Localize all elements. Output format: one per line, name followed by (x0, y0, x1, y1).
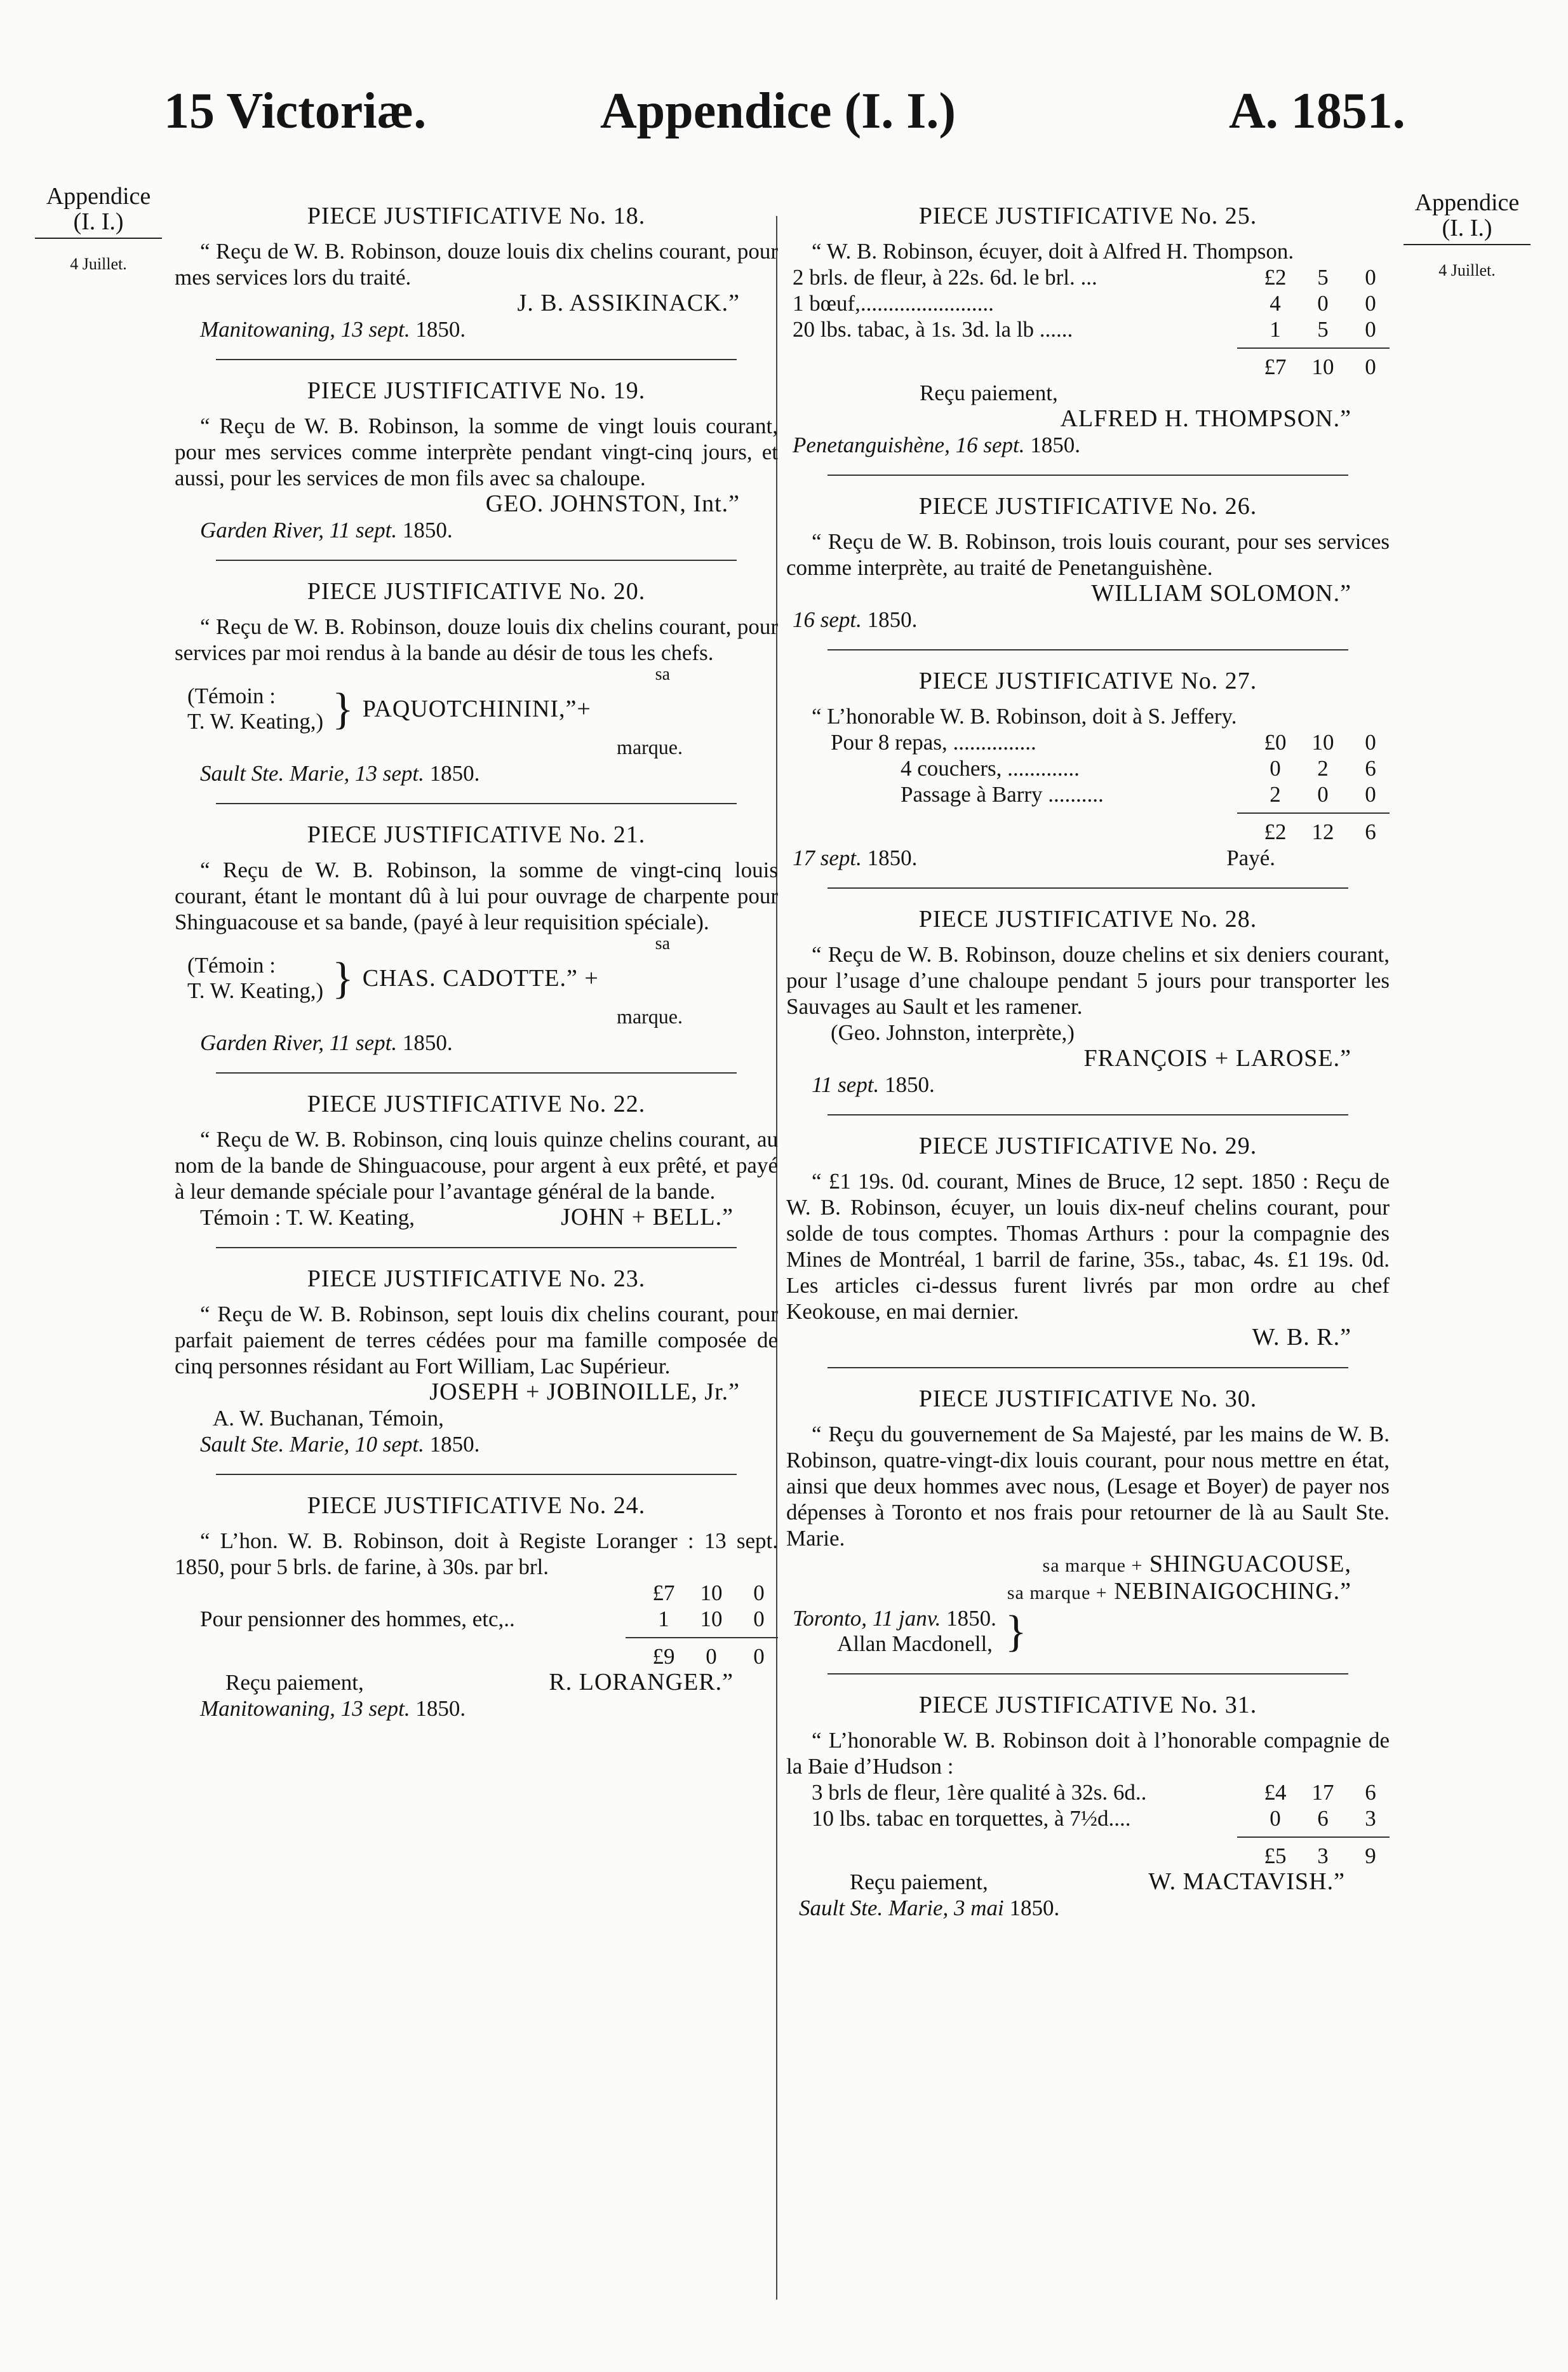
witness-line (175, 1204, 778, 1230)
total-rule (1237, 347, 1390, 349)
amount: 1 10 0 (658, 1607, 765, 1631)
margin-date: 4 Juillet. (1438, 260, 1496, 280)
total-amount: £7 10 0 (1264, 354, 1376, 379)
page-header (0, 83, 1568, 152)
piece-signature: J. B. ASSIKINACK.” (517, 290, 740, 316)
separator (828, 887, 1348, 889)
receipt-label: Reçu paiement, (225, 1670, 364, 1695)
witness-block (175, 684, 778, 734)
separator (216, 1247, 737, 1248)
interpreter-note: (Geo. Johnston, interprète,) (831, 1020, 1075, 1045)
piece-date: 11 sept. 1850. (812, 1072, 935, 1097)
total-row (786, 819, 1390, 845)
item-label: 20 lbs. tabac, à 1s. 3d. la lb ...... (793, 317, 1073, 342)
sa-label: sa (655, 664, 670, 684)
total-rule (1237, 1836, 1390, 1838)
piece-title: PIECE JUSTIFICATIVE No. 19. (307, 377, 646, 404)
piece-title: PIECE JUSTIFICATIVE No. 20. (307, 578, 646, 605)
amount-row (786, 1805, 1390, 1831)
header-year: A. 1851. (1229, 83, 1405, 139)
piece-text: “ L’honorable W. B. Robinson doit à l’honorable compagnie de la Baie d’Hudson : (786, 1728, 1390, 1779)
piece-21 (175, 822, 778, 1056)
separator (216, 1072, 737, 1074)
receipt-line (786, 1869, 1390, 1895)
piece-signature: WILLIAM SOLOMON.” (1091, 580, 1351, 607)
item-label: Pour 8 repas, ............... (831, 730, 1036, 755)
piece-31 (786, 1692, 1390, 1921)
piece-title: PIECE JUSTIFICATIVE No. 30. (918, 1385, 1257, 1412)
piece-text: “ W. B. Robinson, écuyer, doit à Alfred H. Thompson. (812, 239, 1294, 264)
piece-signature: PAQUOTCHININI,”+ (362, 695, 591, 722)
witness-block (786, 1606, 1390, 1657)
total-row (786, 1843, 1390, 1869)
piece-22 (175, 1091, 778, 1230)
margin-note-left (25, 184, 171, 273)
piece-26 (786, 494, 1390, 633)
header-appendix: Appendice (I. I.) (600, 83, 956, 139)
total-amount: £5 3 9 (1264, 1843, 1376, 1868)
date-line (786, 845, 1390, 871)
receipt-label: Reçu paiement, (850, 1870, 988, 1894)
piece-date: Manitowaning, 13 sept. 1850. (200, 1696, 466, 1721)
amount: 4 0 0 (1270, 291, 1376, 316)
margin-label: Appendice (46, 183, 151, 210)
amount-row (786, 1779, 1390, 1805)
amount-row (786, 264, 1390, 290)
item-label: Pour pensionner des hommes, etc,.. (200, 1607, 515, 1631)
piece-signature: JOHN + BELL.” (561, 1204, 734, 1230)
separator (828, 1673, 1348, 1675)
piece-date: Sault Ste. Marie, 10 sept. 1850. (200, 1432, 480, 1457)
amount-row (175, 1606, 778, 1632)
piece-text: “ Reçu de W. B. Robinson, cinq louis quinze chelins courant, au nom de la bande de Shinguacouse, pour argent à eux prêté, et payé à leur demande spéciale pour l’avantage général de la bande. (175, 1127, 778, 1204)
piece-29 (786, 1133, 1390, 1351)
piece-date: Manitowaning, 13 sept. 1850. (200, 317, 466, 342)
item-label: 2 brls. de fleur, à 22s. 6d. le brl. ... (793, 265, 1097, 290)
signature-2: sa marque + NEBINAIGOCHING.” (1007, 1578, 1351, 1605)
piece-signature: JOSEPH + JOBINOILLE, Jr.” (429, 1378, 740, 1405)
piece-signature: FRANÇOIS + LAROSE.” (1083, 1045, 1351, 1072)
witness-label: (Témoin : T. W. Keating,) (187, 684, 324, 734)
piece-title: PIECE JUSTIFICATIVE No. 22. (307, 1091, 646, 1117)
piece-date: Toronto, 11 janv. 1850. (793, 1606, 996, 1631)
witness-label: A. W. Buchanan, Témoin, (213, 1406, 444, 1431)
piece-signature: W. MACTAVISH.” (1148, 1868, 1345, 1895)
piece-25 (786, 203, 1390, 458)
item-label: 4 couchers, ............. (901, 756, 1080, 781)
total-row (175, 1643, 778, 1669)
separator (828, 475, 1348, 476)
margin-date: 4 Juillet. (70, 254, 127, 273)
amount: 0 6 3 (1270, 1806, 1376, 1831)
witness-label: Témoin : T. W. Keating, (200, 1205, 415, 1230)
item-label: 3 brls de fleur, 1ère qualité à 32s. 6d.. (812, 1780, 1147, 1805)
margin-note-right (1391, 191, 1543, 279)
header-session: 15 Victoriæ. (164, 83, 427, 139)
amount: £4 17 6 (1264, 1780, 1376, 1805)
piece-title: PIECE JUSTIFICATIVE No. 23. (307, 1265, 646, 1292)
piece-text: “ Reçu de W. B. Robinson, sept louis dix chelins courant, pour parfait paiement de terres cédées pour ma famille composée de cinq personnes résidant au Fort William, Lac Supérieur. (175, 1302, 778, 1378)
piece-date: Penetanguishène, 16 sept. 1850. (793, 433, 1080, 457)
witness-label: (Témoin : T. W. Keating,) (187, 953, 324, 1003)
brace: } (332, 954, 354, 1003)
margin-rule (35, 238, 162, 239)
piece-date: Garden River, 11 sept. 1850. (200, 1030, 453, 1055)
separator (216, 560, 737, 561)
piece-24 (175, 1493, 778, 1722)
receipt-line (175, 1669, 778, 1695)
piece-title: PIECE JUSTIFICATIVE No. 29. (918, 1133, 1257, 1159)
separator (828, 649, 1348, 650)
separator (828, 1114, 1348, 1115)
total-amount: £9 0 0 (652, 1644, 765, 1669)
margin-label: Appendice (1414, 189, 1520, 216)
marque-label: marque. (617, 736, 683, 758)
piece-title: PIECE JUSTIFICATIVE No. 31. (918, 1692, 1257, 1718)
piece-signature: GEO. JOHNSTON, Int.” (485, 490, 740, 517)
signature-1: sa marque + SHINGUACOUSE, (1042, 1551, 1351, 1577)
sa-label: sa (655, 934, 670, 954)
left-column (175, 203, 778, 1722)
witness-block (175, 953, 778, 1004)
piece-date: Garden River, 11 sept. 1850. (200, 518, 453, 542)
witness-label: Allan Macdonell, (837, 1631, 993, 1656)
total-amount: £2 12 6 (1264, 819, 1376, 844)
brace: } (1005, 1607, 1027, 1656)
piece-title: PIECE JUSTIFICATIVE No. 26. (918, 493, 1257, 520)
item-label: Passage à Barry .......... (901, 782, 1104, 807)
amount: 0 2 6 (1270, 756, 1376, 781)
piece-signature: CHAS. CADOTTE.” + (362, 964, 599, 992)
piece-19 (175, 378, 778, 543)
amount: £2 5 0 (1264, 265, 1376, 290)
separator (828, 1367, 1348, 1368)
amount: 2 0 0 (1270, 782, 1376, 807)
amount: 1 5 0 (1270, 317, 1376, 342)
piece-27 (786, 668, 1390, 871)
separator (216, 359, 737, 360)
piece-title: PIECE JUSTIFICATIVE No. 28. (918, 906, 1257, 933)
piece-text: “ L’hon. W. B. Robinson, doit à Registe Loranger : 13 sept. 1850, pour 5 brls. de farine, à 30s. par brl. (175, 1528, 778, 1579)
piece-23 (175, 1266, 778, 1457)
amount-row (786, 755, 1390, 781)
piece-title: PIECE JUSTIFICATIVE No. 24. (307, 1492, 646, 1519)
piece-title: PIECE JUSTIFICATIVE No. 27. (918, 668, 1257, 694)
piece-signature: W. B. R.” (1252, 1324, 1351, 1351)
piece-20 (175, 579, 778, 786)
amount: £0 10 0 (1264, 730, 1376, 755)
piece-text: “ L’honorable W. B. Robinson, doit à S. Jeffery. (812, 704, 1237, 729)
piece-text: “ £1 19s. 0d. courant, Mines de Bruce, 12 sept. 1850 : Reçu de W. B. Robinson, écuyer, un louis dix-neuf chelins courant, pour solde de tous comptes. Thomas Arthurs : pour la compagnie des Mines de Montréal, 1 barril de farine, 35s., tabac, 4s. £1 19s. 0d. Les articles ci-dessus furent livrés par mon ordre au chef Keokouse, en mai dernier. (786, 1169, 1390, 1324)
piece-title: PIECE JUSTIFICATIVE No. 21. (307, 821, 646, 848)
amount-row (175, 1580, 778, 1606)
brace: } (332, 684, 354, 734)
right-column (786, 203, 1390, 1921)
piece-date: Sault Ste. Marie, 3 mai 1850. (799, 1896, 1060, 1920)
piece-30 (786, 1386, 1390, 1657)
piece-date: Sault Ste. Marie, 13 sept. 1850. (200, 761, 480, 786)
piece-28 (786, 906, 1390, 1098)
piece-date: 17 sept. 1850. (793, 846, 918, 870)
total-rule (626, 1637, 778, 1638)
piece-text: “ Reçu de W. B. Robinson, trois louis courant, pour ses services comme interprète, au traité de Penetanguishène. (786, 529, 1390, 580)
item-label: 10 lbs. tabac en torquettes, à 7½d.... (812, 1806, 1131, 1831)
margin-rule (1404, 244, 1531, 245)
amount: £7 10 0 (652, 1580, 765, 1605)
item-label: 1 bœuf,........................ (793, 291, 994, 316)
amount-row (786, 729, 1390, 755)
piece-signature: ALFRED H. THOMPSON.” (1060, 405, 1351, 432)
margin-sub: (I. I.) (1442, 214, 1492, 241)
piece-text: “ Reçu de W. B. Robinson, la somme de vingt louis courant, pour mes services comme interprète pendant vingt-cinq jours, et aussi, pour les services de mon fils avec sa chaloupe. (175, 414, 778, 490)
piece-title: PIECE JUSTIFICATIVE No. 18. (307, 203, 646, 229)
separator (216, 803, 737, 804)
piece-text: “ Reçu du gouvernement de Sa Majesté, par les mains de W. B. Robinson, quatre-vingt-dix louis courant, pour nous mettre en état, ainsi que deux hommes avec nous, (Lesage et Boyer) de payer nos dépenses à Toronto et nos frais pour retourner de là au Sault Ste. Marie. (786, 1422, 1390, 1551)
paid-label: Payé. (1226, 846, 1275, 870)
piece-text: “ Reçu de W. B. Robinson, douze louis dix chelins courant, pour mes services lors du traité. (175, 239, 778, 290)
receipt-label: Reçu paiement, (920, 381, 1058, 405)
piece-date: 16 sept. 1850. (793, 607, 918, 632)
total-row (786, 354, 1390, 380)
amount-row (786, 290, 1390, 316)
piece-signature: R. LORANGER.” (549, 1669, 734, 1695)
total-rule (1237, 812, 1390, 814)
amount-row (786, 316, 1390, 342)
margin-sub: (I. I.) (73, 208, 124, 235)
marque-label: marque. (617, 1005, 683, 1028)
amount-row (786, 781, 1390, 807)
piece-18 (175, 203, 778, 342)
piece-text: “ Reçu de W. B. Robinson, douze chelins et six deniers courant, pour l’usage d’une chaloupe pendant 5 jours pour transporter les Sauvages au Sault et les ramener. (786, 942, 1390, 1019)
piece-title: PIECE JUSTIFICATIVE No. 25. (918, 203, 1257, 229)
piece-text: “ Reçu de W. B. Robinson, douze louis dix chelins courant, pour services par moi rendus à la bande au désir de tous les chefs. (175, 614, 778, 665)
piece-text: “ Reçu de W. B. Robinson, la somme de vingt-cinq louis courant, étant le montant dû à lui pour ouvrage de charpente pour Shinguacouse et sa bande, (payé à leur requisition spéciale). (175, 858, 778, 934)
separator (216, 1474, 737, 1475)
